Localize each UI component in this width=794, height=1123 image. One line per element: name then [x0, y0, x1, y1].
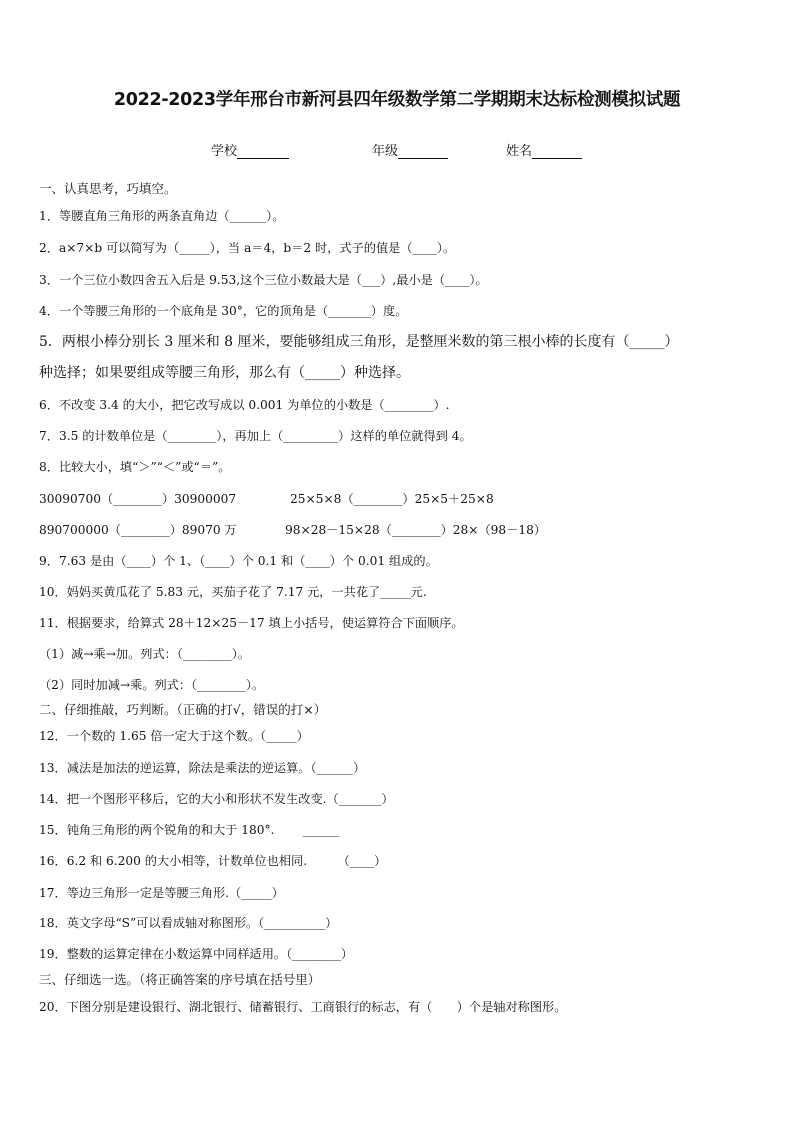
- question-16: 16．6.2 和 6.200 的大小相等，计数单位也相同. （____）: [39, 854, 387, 868]
- page-title: 2022-2023学年邢台市新河县四年级数学第二学期期末达标检测模拟试题: [113, 90, 681, 110]
- grade-label: 年级: [372, 144, 399, 159]
- question-12: 12．一个数的 1.65 倍一定大于这个数。（_____）: [39, 729, 309, 743]
- grade-field[interactable]: [372, 140, 448, 159]
- question-2: 2．a×7×b 可以简写为（_____），当 a＝4，b＝2 时，式子的值是（____）。: [39, 241, 456, 255]
- compare-item-2: 25×5×8（________）25×5＋25×8: [290, 492, 494, 506]
- question-5-line-1: 5．两根小棒分别长 3 厘米和 8 厘米，要能够组成三角形，是整厘米数的第三根小棒的长度有（_____）: [39, 334, 679, 350]
- question-7: 7．3.5 的计数单位是（________），再加上（_________）这样的单位就得到 4。: [39, 429, 472, 443]
- question-11-part-2: （2）同时加减→乘。列式：（________）。: [39, 678, 265, 692]
- question-6: 6．不改变 3.4 的大小，把它改写成以 0.001 为单位的小数是（________）.: [39, 398, 450, 412]
- school-field[interactable]: [211, 140, 289, 159]
- question-4: 4．一个等腰三角形的一个底角是 30°，它的顶角是（_______）度。: [39, 304, 408, 318]
- question-10: 10．妈妈买黄瓜花了 5.83 元，买茄子花了 7.17 元，一共花了_____元.: [39, 585, 427, 599]
- question-19: 19．整数的运算定律在小数运算中同样适用。（________）: [39, 947, 354, 961]
- section-3-heading: 三、仔细选一选。（将正确答案的序号填在括号里）: [39, 972, 321, 987]
- question-20: 20．下图分别是建设银行、湖北银行、储蓄银行、工商银行的标志，有（ ）个是轴对称图形。: [39, 1000, 567, 1014]
- name-field[interactable]: [506, 140, 582, 159]
- question-18: 18．英文字母“S”可以看成轴对称图形。（__________）: [39, 916, 338, 930]
- question-17: 17．等边三角形一定是等腰三角形.（_____）: [39, 886, 284, 900]
- question-15: 15．钝角三角形的两个锐角的和大于 180°. ______: [39, 823, 340, 837]
- question-1: 1．等腰直角三角形的两条直角边（______）。: [39, 209, 285, 223]
- school-label: 学校: [211, 144, 238, 159]
- section-1-heading: 一、认真思考，巧填空。: [39, 181, 177, 196]
- question-9: 9．7.63 是由（____）个 1、（____）个 0.1 和（____）个 0.01 组成的。: [39, 554, 438, 568]
- question-13: 13．减法是加法的逆运算，除法是乘法的逆运算。（______）: [39, 761, 366, 775]
- compare-item-4: 98×28－15×28（________）28×（98－18）: [285, 523, 547, 537]
- school-blank[interactable]: [237, 144, 289, 159]
- name-label: 姓名: [506, 144, 533, 159]
- question-11-part-1: （1）减→乘→加。列式：（________）。: [39, 647, 250, 661]
- question-3: 3．一个三位小数四舍五入后是 9.53,这个三位小数最大是（___）,最小是（____）。: [39, 273, 488, 287]
- question-8: 8．比较大小，填“＞”“＜”或“＝”。: [39, 460, 231, 474]
- question-5-line-2: 种选择；如果要组成等腰三角形，那么有（_____）种选择。: [39, 365, 410, 381]
- compare-item-3: 890700000（________）89070 万: [39, 523, 237, 537]
- question-14: 14．把一个图形平移后，它的大小和形状不发生改变.（_______）: [39, 792, 394, 806]
- compare-item-1: 30090700（________）30900007: [39, 492, 237, 506]
- section-2-heading: 二、仔细推敲，巧判断。（正确的打√，错误的打×）: [39, 702, 327, 717]
- name-blank[interactable]: [532, 144, 582, 159]
- grade-blank[interactable]: [398, 144, 448, 159]
- question-11: 11．根据要求，给算式 28＋12×25－17 填上小括号，使运算符合下面顺序。: [39, 616, 464, 630]
